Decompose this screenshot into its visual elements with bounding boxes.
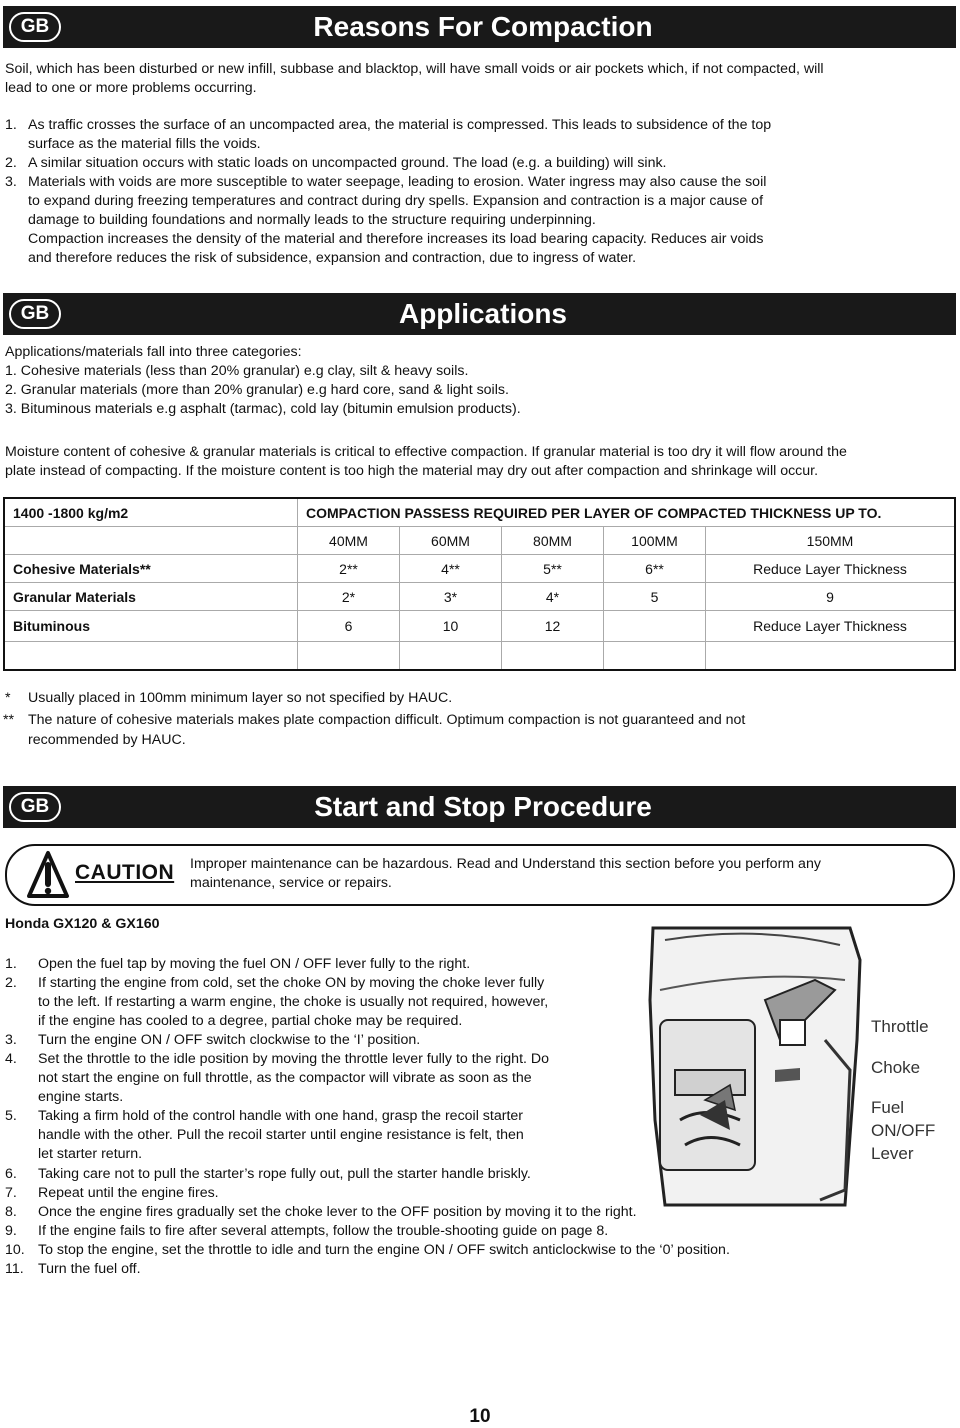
table-cell (502, 642, 604, 671)
step-line: Taking a firm hold of the control handle with one hand, grasp the recoil starter (38, 1108, 524, 1124)
gb-badge: GB (9, 12, 61, 42)
step-number: 8. (5, 1204, 17, 1220)
step-line: if the engine has cooled to a degree, partial choke may be required. (38, 1013, 463, 1029)
table-row-label: Cohesive Materials** (4, 555, 298, 583)
step-line: handle with the other. Pull the recoil starter until engine resistance is felt, then (38, 1127, 524, 1143)
moisture-line: plate instead of compacting. If the moisture content is too high the material may dry out after compaction and shrinkage will occur. (5, 463, 819, 479)
step-number: 7. (5, 1185, 17, 1201)
table-cell: 5** (502, 555, 604, 583)
table-row (4, 583, 955, 611)
table-cell (298, 642, 400, 671)
table-cell: Reduce Layer Thickness (706, 555, 956, 583)
table-row (4, 642, 955, 671)
step-line: To stop the engine, set the throttle to idle and turn the engine ON / OFF switch anticlockwise to the ‘0’ position. (38, 1242, 730, 1258)
warning-triangle-icon (26, 850, 70, 905)
caution-label: CAUTION (75, 861, 175, 884)
applications-line: 2. Granular materials (more than 20% granular) e.g hard core, sand & light soils. (5, 382, 509, 398)
table-cell: 2* (298, 583, 400, 611)
table-row (4, 611, 955, 642)
table-cell (4, 642, 298, 671)
page-number: 10 (469, 1406, 491, 1427)
section-header-applications (3, 293, 956, 335)
figure-label-fuel: ON/OFF (871, 1121, 936, 1140)
intro-line: Soil, which has been disturbed or new infill, subbase and blacktop, will have small voids or air pockets which, if not compacted, will (5, 61, 824, 77)
footnote-line: recommended by HAUC. (28, 732, 186, 748)
intro-line: lead to one or more problems occurring. (5, 80, 257, 96)
list-number: 1. (5, 117, 17, 133)
table-cell (400, 642, 502, 671)
table-row-label: Granular Materials (4, 583, 298, 611)
section-title: Reasons For Compaction (313, 11, 653, 42)
step-line: Once the engine fires gradually set the choke lever to the OFF position by moving it to the right. (38, 1204, 637, 1220)
figure-label-throttle: Throttle (871, 1017, 929, 1036)
table-cell: 3* (400, 583, 502, 611)
applications-line: 3. Bituminous materials e.g asphalt (tarmac), cold lay (bitumin emulsion products). (5, 401, 521, 417)
list-item-line: A similar situation occurs with static loads on uncompacted ground. The load (e.g. a building) will sink. (28, 155, 667, 171)
applications-line: 1. Cohesive materials (less than 20% granular) e.g clay, silt & heavy soils. (5, 363, 469, 379)
step-number: 3. (5, 1032, 17, 1048)
list-item-line: surface as the material fills the voids. (28, 136, 261, 152)
table-cell: 6** (604, 555, 706, 583)
footnote-mark: * (5, 690, 11, 706)
list-item-line: to expand during freezing temperatures and contract during dry spells. Expansion and contraction is a major cause of (28, 193, 764, 209)
table-cell: 6 (298, 611, 400, 642)
step-line: If starting the engine from cold, set the choke ON by moving the choke lever fully (38, 975, 545, 991)
figure-label-choke: Choke (871, 1058, 921, 1077)
list-item-line: Compaction increases the density of the material and therefore increases its load bearing capacity. Reduces air voids (28, 231, 764, 247)
table-cell (706, 642, 956, 671)
footnote-mark: ** (3, 712, 15, 728)
table-column-header: 80MM (502, 527, 604, 555)
table-cell: 4** (400, 555, 502, 583)
step-line: to the left. If restarting a warm engine, the choke is usually not required, however, (38, 994, 549, 1010)
table-row-label: Bituminous (4, 611, 298, 642)
table-cell: 12 (502, 611, 604, 642)
footnote-line: The nature of cohesive materials makes plate compaction difficult. Optimum compaction is not guaranteed and not (28, 712, 746, 728)
step-line: not start the engine on full throttle, as the compactor will vibrate as soon as the (38, 1070, 532, 1086)
section-header-reasons (3, 6, 956, 48)
caution-text-line: maintenance, service or repairs. (190, 875, 392, 891)
table-column-header: 40MM (298, 527, 400, 555)
table-column-header: 100MM (604, 527, 706, 555)
table-cell (604, 611, 706, 642)
step-line: Open the fuel tap by moving the fuel ON / OFF lever fully to the right. (38, 956, 471, 972)
table-column-header: 150MM (706, 527, 956, 555)
table-row (4, 527, 955, 555)
gb-badge: GB (9, 792, 61, 822)
table-cell: 4* (502, 583, 604, 611)
table-cell: 2** (298, 555, 400, 583)
step-number: 2. (5, 975, 17, 991)
engine-controls-illustration (645, 920, 870, 1215)
engine-model-heading: Honda GX120 & GX160 (5, 916, 160, 932)
step-number: 10. (5, 1242, 25, 1258)
footnote-line: Usually placed in 100mm minimum layer so not specified by HAUC. (28, 690, 453, 706)
table-cell: 5 (604, 583, 706, 611)
table-cell: 10 (400, 611, 502, 642)
table-corner: 1400 -1800 kg/m2 (4, 498, 298, 527)
step-number: 4. (5, 1051, 17, 1067)
section-title: Start and Stop Procedure (314, 791, 652, 822)
step-line: Repeat until the engine fires. (38, 1185, 219, 1201)
step-line: Turn the fuel off. (38, 1261, 141, 1277)
section-title: Applications (398, 298, 567, 329)
step-line: let starter return. (38, 1146, 143, 1162)
list-item-line: and therefore reduces the risk of subsidence, expansion and contraction, due to ingress of water. (28, 250, 637, 266)
step-line: Set the throttle to the idle position by moving the throttle lever fully to the right. Do (38, 1051, 550, 1067)
step-line: If the engine fails to fire after several attempts, follow the trouble-shooting guide on page 8. (38, 1223, 609, 1239)
gb-badge: GB (9, 299, 61, 329)
moisture-line: Moisture content of cohesive & granular materials is critical to effective compaction. If granular material is too dry it will flow around the (5, 444, 847, 460)
table-row (4, 555, 955, 583)
step-number: 5. (5, 1108, 17, 1124)
table-heading: COMPACTION PASSESS REQUIRED PER LAYER OF COMPACTED THICKNESS UP TO. (298, 498, 956, 527)
step-line: Taking care not to pull the starter’s rope fully out, pull the starter handle briskly. (38, 1166, 531, 1182)
caution-text-line: Improper maintenance can be hazardous. Read and Understand this section before you perform any (190, 856, 821, 872)
list-item-line: Materials with voids are more susceptible to water seepage, leading to erosion. Water ingress may also cause the soil (28, 174, 767, 190)
table-column-header: 60MM (400, 527, 502, 555)
step-line: Turn the engine ON / OFF switch clockwise to the ‘I’ position. (38, 1032, 421, 1048)
section-header-start-stop (3, 786, 956, 828)
step-number: 11. (5, 1261, 24, 1277)
table-cell (4, 527, 298, 555)
figure-label-fuel: Lever (871, 1144, 914, 1163)
list-number: 3. (5, 174, 17, 190)
step-number: 9. (5, 1223, 17, 1239)
table-cell: 9 (706, 583, 956, 611)
step-line: engine starts. (38, 1089, 124, 1105)
step-number: 1. (5, 956, 17, 972)
compaction-table (3, 497, 956, 671)
figure-label-fuel: Fuel (871, 1098, 905, 1117)
step-number: 6. (5, 1166, 17, 1182)
table-cell (604, 642, 706, 671)
table-row (4, 498, 955, 527)
list-item-line: As traffic crosses the surface of an uncompacted area, the material is compressed. This leads to subsidence of the top (28, 117, 772, 133)
table-cell: Reduce Layer Thickness (706, 611, 956, 642)
list-item-line: damage to building foundations and normally leads to the structure requiring underpinning. (28, 212, 596, 228)
list-number: 2. (5, 155, 17, 171)
applications-line: Applications/materials fall into three categories: (5, 344, 302, 360)
